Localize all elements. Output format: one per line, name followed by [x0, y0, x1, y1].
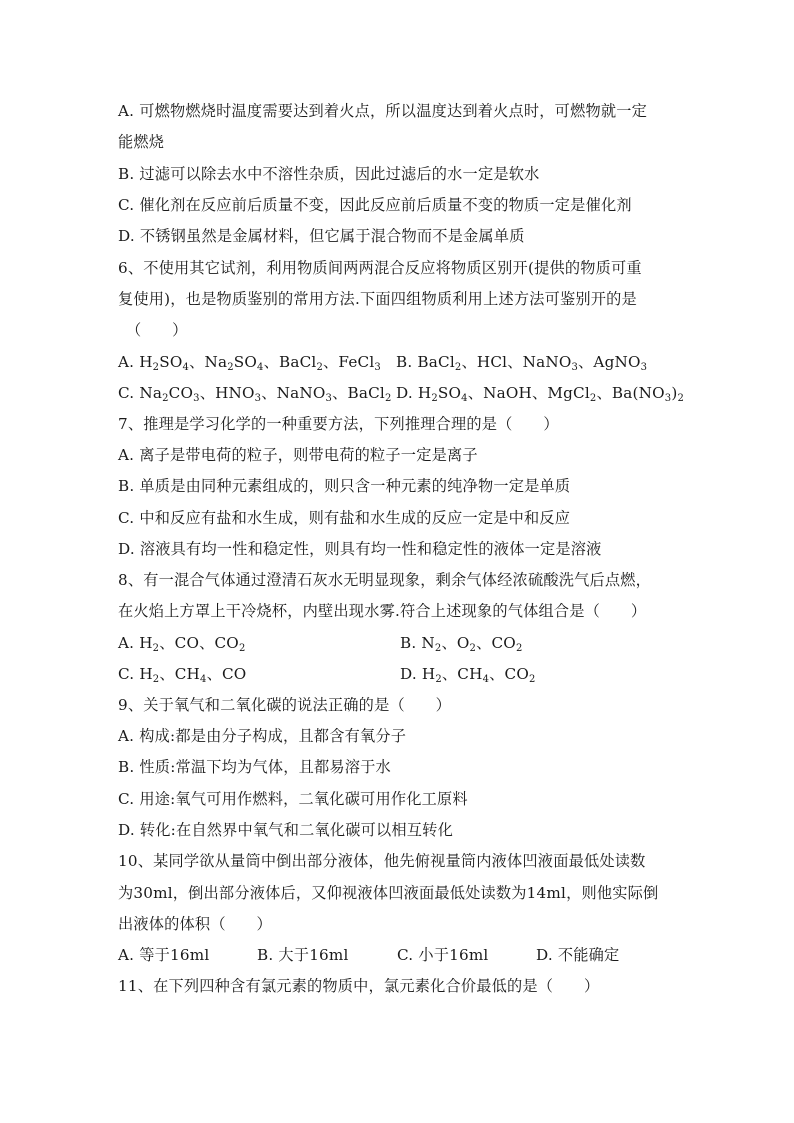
q7-option-c: C. 中和反应有盐和水生成，则有盐和水生成的反应一定是中和反应: [118, 509, 571, 527]
q8-stem-line1: 8、有一混合气体通过澄清石灰水无明显现象，剩余气体经浓硫酸洗气后点燃，: [118, 571, 652, 589]
q8-option-b: B. $N_2$、$O_2$、$CO_2$: [400, 634, 523, 654]
q6-stem-line1: 6、不使用其它试剂，利用物质间两两混合反应将物质区别开(提供的物质可重: [118, 259, 642, 277]
q8-option-c: C. $H_2$、$CH_4$、CO: [118, 665, 247, 685]
q8-option-a: A. $H_2$、CO、$CO_2$: [118, 634, 246, 654]
q9-option-b: B. 性质:常温下均为气体，且都易溶于水: [118, 758, 391, 776]
q10-option-a: A. 等于16ml: [118, 946, 210, 964]
q6-option-a: A. $H_2SO_4$、$Na_2SO_4$、BaCl$_2$、FeCl$_3$: [118, 353, 381, 373]
q10-stem-line1: 10、某同学欲从量筒中倒出部分液体，他先俯视量筒内液体凹液面最低处读数: [118, 852, 646, 870]
q9-option-c: C. 用途:氧气可用作燃料，二氧化碳可用作化工原料: [118, 790, 468, 808]
q8-stem-line2: 在火焰上方罩上干冷烧杯，内壁出现水雾.符合上述现象的气体组合是（ ）: [118, 602, 647, 620]
q9-option-a: A. 构成:都是由分子构成，且都含有氧分子: [118, 727, 407, 745]
q11-stem: 11、在下列四种含有氯元素的物质中，氯元素化合价最低的是（ ）: [118, 977, 600, 995]
q7-stem: 7、推理是学习化学的一种重要方法，下列推理合理的是（ ）: [118, 415, 559, 433]
q9-option-d: D. 转化:在自然界中氧气和二氧化碳可以相互转化: [118, 821, 453, 839]
q10-stem-line2: 为30ml，倒出部分液体后，又仰视液体凹液面最低处读数为14ml，则他实际倒: [118, 884, 659, 902]
q5-option-b: B. 过滤可以除去水中不溶性杂质，因此过滤后的水一定是软水: [118, 165, 540, 183]
q5-option-a-line1: A. 可燃物燃烧时温度需要达到着火点，所以温度达到着火点时，可燃物就一定: [118, 102, 648, 120]
q6-stem-line3: （ ）: [126, 321, 188, 339]
q6-option-c: C. $Na_2CO_3$、$HNO_3$、NaNO$_3$、BaCl$_2$: [118, 384, 392, 404]
q10-option-d: D. 不能确定: [536, 946, 620, 964]
q5-option-c: C. 催化剂在反应前后质量不变，因此反应前后质量不变的物质一定是催化剂: [118, 196, 632, 214]
q5-option-d: D. 不锈钢虽然是金属材料，但它属于混合物而不是金属单质: [118, 227, 525, 245]
q10-option-c: C. 小于16ml: [397, 946, 489, 964]
q8-option-d: D. $H_2$、$CH_4$、$CO_2$: [400, 665, 536, 685]
q6-option-d: D. $H_2SO_4$、NaOH、MgCl$_2$、$Ba(NO_3)_2$: [396, 384, 685, 404]
q6-option-b: B. BaCl$_2$、HCl、NaNO$_3$、AgNO$_3$: [396, 353, 648, 373]
q6-stem-line2: 复使用)，也是物质鉴别的常用方法.下面四组物质利用上述方法可鉴别开的是: [118, 290, 637, 308]
q5-option-a-line2: 能燃烧: [118, 133, 165, 151]
q7-option-b: B. 单质是由同种元素组成的，则只含一种元素的纯净物一定是单质: [118, 477, 571, 495]
q9-stem: 9、关于氧气和二氧化碳的说法正确的是（ ）: [118, 696, 452, 714]
q10-stem-line3: 出液体的体积（ ）: [118, 915, 272, 933]
q7-option-d: D. 溶液具有均一性和稳定性，则具有均一性和稳定性的液体一定是溶液: [118, 540, 602, 558]
q7-option-a: A. 离子是带电荷的粒子，则带电荷的粒子一定是离子: [118, 446, 478, 464]
q10-option-b: B. 大于16ml: [257, 946, 349, 964]
